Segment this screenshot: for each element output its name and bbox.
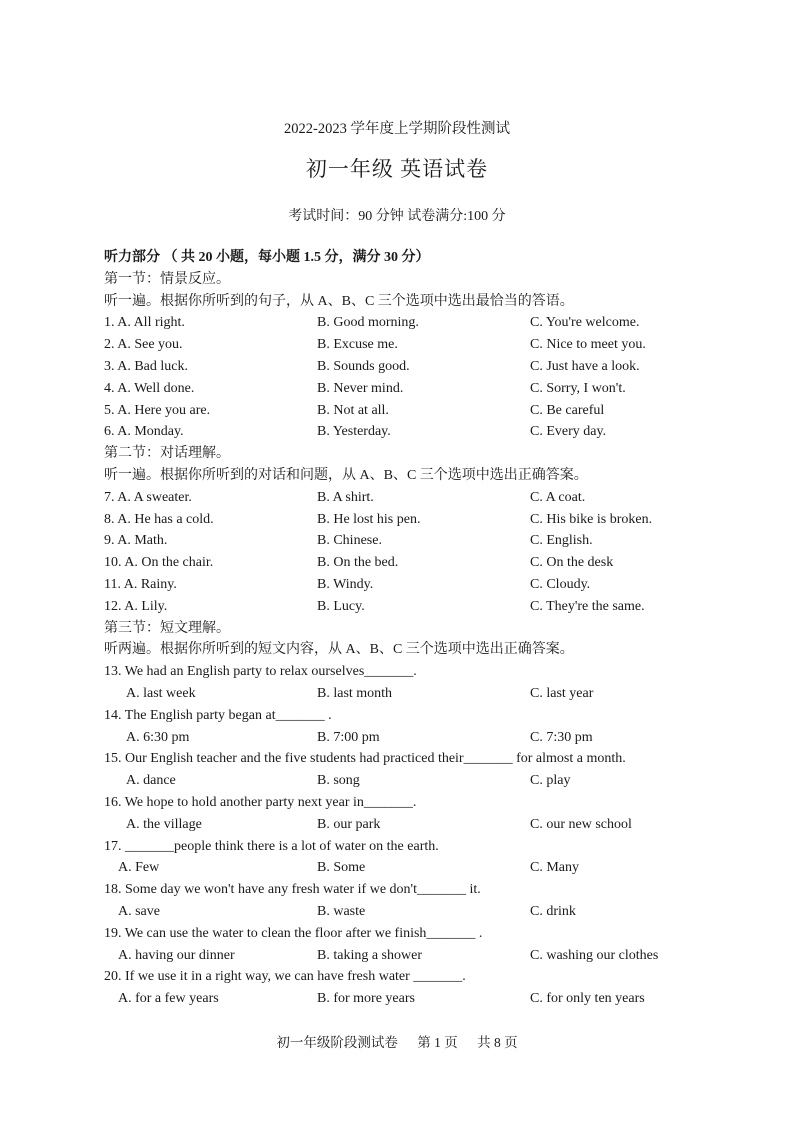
question-options <box>104 683 704 705</box>
option-c: C. Every day. <box>530 424 607 440</box>
option-c: C. Sorry, I won't. <box>530 380 626 396</box>
question-row <box>104 334 704 356</box>
option-a: 4. A. Well done. <box>104 380 195 396</box>
question-options <box>104 901 704 923</box>
section2-questions <box>104 487 704 618</box>
listening-heading: 听力部分 （ 共 20 小题，每小题 1.5 分，满分 30 分） <box>104 250 430 265</box>
option-a: A. the village <box>126 816 202 832</box>
exam-content <box>104 247 704 1010</box>
option-c: C. Many <box>530 860 579 876</box>
question-stem: 20. If we use it in a right way, we can have fresh water _______. <box>104 969 466 985</box>
option-a: 2. A. See you. <box>104 337 183 353</box>
option-c: C. His bike is broken. <box>530 511 653 527</box>
section1-questions <box>104 312 704 443</box>
option-b: B. Yesterday. <box>317 424 391 440</box>
option-c: C. Nice to meet you. <box>530 337 646 353</box>
option-b: B. waste <box>317 903 366 919</box>
section3-instruction: 听两遍。根据你所听到的短文内容，从 A、B、C 三个选项中选出正确答案。 <box>104 642 574 658</box>
question-stem: 17. _______people think there is a lot of water on the earth. <box>104 838 439 854</box>
question-options <box>104 770 704 792</box>
option-a: 12. A. Lily. <box>104 598 168 614</box>
section1-instruction: 听一遍。根据你所听到的句子，从 A、B、C 三个选项中选出最恰当的答语。 <box>104 293 574 309</box>
option-c: C. A coat. <box>530 489 586 505</box>
option-a: A. last week <box>126 685 196 701</box>
year-line: 2022-2023 学年度上学期阶段性测试 <box>284 121 510 137</box>
option-a: A. 6:30 pm <box>126 729 190 745</box>
option-b: B. Windy. <box>317 576 374 592</box>
question-options <box>104 727 704 749</box>
option-b: B. Never mind. <box>317 380 404 396</box>
footer-page-total: 共 8 页 <box>477 1035 518 1050</box>
page-footer <box>0 1031 794 1051</box>
question-stem: 13. We had an English party to relax ourselves_______. <box>104 664 417 680</box>
option-b: B. Not at all. <box>317 402 389 418</box>
question-row <box>104 487 704 509</box>
option-a: 5. A. Here you are. <box>104 402 211 418</box>
section2-instruction: 听一遍。根据你所听到的对话和问题，从 A、B、C 三个选项中选出正确答案。 <box>104 467 588 483</box>
option-b: B. Chinese. <box>317 533 382 549</box>
option-a: A. dance <box>126 773 176 789</box>
option-b: B. Excuse me. <box>317 337 398 353</box>
section3-questions <box>104 661 704 1010</box>
option-b: B. A shirt. <box>317 489 374 505</box>
footer-page-number: 第 1 页 <box>417 1035 458 1050</box>
option-c: C. drink <box>530 903 576 919</box>
question-stem: 19. We can use the water to clean the floor after we finish_______ . <box>104 925 483 941</box>
option-a: A. having our dinner <box>118 947 235 963</box>
option-b: B. last month <box>317 685 393 701</box>
question-row <box>104 421 704 443</box>
option-b: B. our park <box>317 816 381 832</box>
question-stem: 15. Our English teacher and the five students had practiced their_______ for almost a month. <box>104 751 626 767</box>
question-stem: 14. The English party began at_______ . <box>104 707 332 723</box>
question-options <box>104 857 704 879</box>
option-b: B. Some <box>317 860 366 876</box>
question-row <box>104 530 704 552</box>
question-options <box>104 814 704 836</box>
option-a: 3. A. Bad luck. <box>104 358 188 374</box>
question-row <box>104 596 704 618</box>
option-a: A. save <box>118 903 160 919</box>
question-row <box>104 552 704 574</box>
option-c: C. washing our clothes <box>530 947 659 963</box>
option-a: 11. A. Rainy. <box>104 576 177 592</box>
question-options <box>104 945 704 967</box>
option-b: B. 7:00 pm <box>317 729 380 745</box>
option-b: B. Lucy. <box>317 598 365 614</box>
option-c: C. You're welcome. <box>530 315 640 331</box>
option-a: 8. A. He has a cold. <box>104 511 214 527</box>
section1-title: 第一节：情景反应。 <box>104 271 230 287</box>
option-c: C. On the desk <box>530 555 614 571</box>
question-row <box>104 378 704 400</box>
question-row <box>104 400 704 422</box>
footer-exam-name: 初一年级阶段测试卷 <box>276 1035 398 1050</box>
option-b: B. On the bed. <box>317 555 399 571</box>
question-row <box>104 356 704 378</box>
option-c: C. play <box>530 773 571 789</box>
question-stem: 18. Some day we won't have any fresh water if we don't_______ it. <box>104 882 481 898</box>
question-row <box>104 312 704 334</box>
option-c: C. They're the same. <box>530 598 645 614</box>
option-a: 9. A. Math. <box>104 533 168 549</box>
option-c: C. English. <box>530 533 593 549</box>
option-b: B. song <box>317 773 360 789</box>
question-row <box>104 574 704 596</box>
option-c: C. Just have a look. <box>530 358 640 374</box>
option-b: B. Good morning. <box>317 315 419 331</box>
exam-title: 初一年级 英语试卷 <box>305 157 489 181</box>
section2-title: 第二节：对话理解。 <box>104 446 230 462</box>
option-a: 1. A. All right. <box>104 315 185 331</box>
option-a: 7. A. A sweater. <box>104 489 192 505</box>
option-b: B. Sounds good. <box>317 358 410 374</box>
option-c: C. for only ten years <box>530 991 645 1007</box>
option-a: A. Few <box>118 860 160 876</box>
option-c: C. our new school <box>530 816 632 832</box>
option-a: 10. A. On the chair. <box>104 555 214 571</box>
option-a: A. for a few years <box>118 991 219 1007</box>
option-c: C. 7:30 pm <box>530 729 593 745</box>
question-options <box>104 988 704 1010</box>
section3-title: 第三节：短文理解。 <box>104 620 230 636</box>
option-c: C. last year <box>530 685 594 701</box>
question-row <box>104 509 704 531</box>
option-b: B. taking a shower <box>317 947 422 963</box>
option-a: 6. A. Monday. <box>104 424 184 440</box>
option-b: B. for more years <box>317 991 415 1007</box>
option-c: C. Be careful <box>530 402 605 418</box>
exam-info: 考试时间：90 分钟 试卷满分:100 分 <box>288 209 506 224</box>
option-b: B. He lost his pen. <box>317 511 421 527</box>
question-stem: 16. We hope to hold another party next year in_______. <box>104 794 417 810</box>
option-c: C. Cloudy. <box>530 576 591 592</box>
